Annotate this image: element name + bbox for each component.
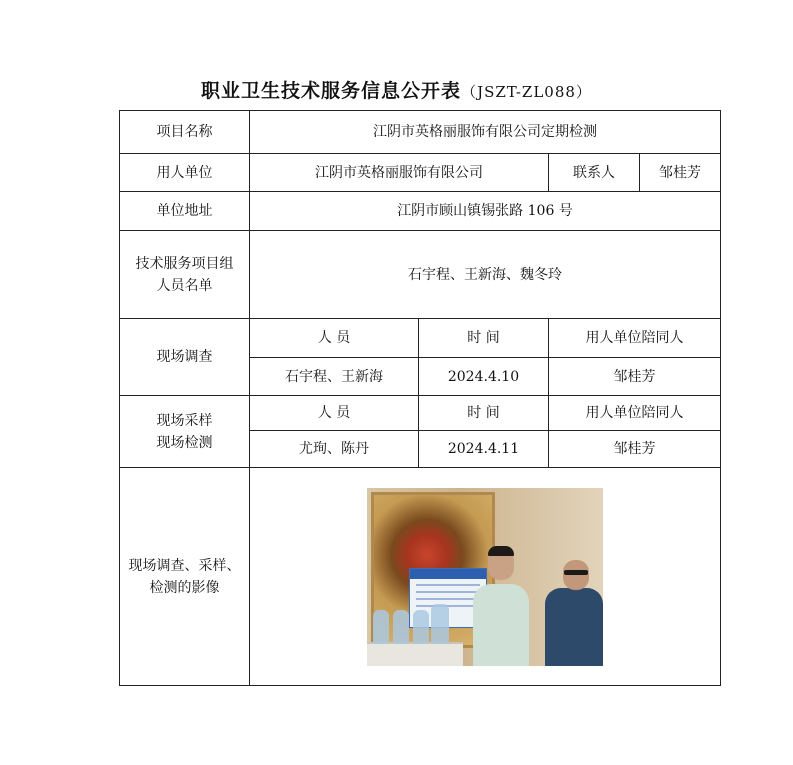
team-label — [120, 231, 250, 319]
project-name-value: 江阴市英格丽服饰有限公司定期检测 — [250, 111, 721, 154]
contact-value: 邹桂芳 — [640, 154, 721, 192]
sampling-label-line1: 现场采样 — [156, 412, 213, 429]
survey-header-people: 人 员 — [250, 319, 419, 358]
employer-label: 用人单位 — [120, 154, 250, 192]
water-bottle — [393, 610, 409, 644]
project-name-label: 项目名称 — [120, 111, 250, 154]
site-photo — [367, 488, 603, 666]
address-value: 江阴市顾山镇锡张路 106 号 — [250, 192, 721, 231]
row-team — [120, 231, 721, 319]
employer-value: 江阴市英格丽服饰有限公司 — [250, 154, 549, 192]
person-head — [563, 560, 589, 590]
survey-time: 2024.4.10 — [419, 358, 549, 396]
team-value: 石宇程、王新海、魏冬玲 — [250, 231, 721, 319]
sampling-label-line2: 现场检测 — [156, 434, 213, 451]
team-label-line1: 技术服务项目组 — [135, 255, 234, 272]
photo-label-line2: 检测的影像 — [149, 579, 220, 596]
sampling-time: 2024.4.11 — [419, 431, 549, 468]
row-photo — [120, 468, 721, 686]
water-bottle — [431, 604, 449, 644]
survey-escort: 邹桂芳 — [549, 358, 721, 396]
row-employer — [120, 154, 721, 192]
glasses-shape — [564, 570, 588, 575]
sampling-header-people: 人 员 — [250, 396, 419, 431]
sampling-header-escort: 用人单位陪同人 — [549, 396, 721, 431]
form-code: （JSZT-ZL088） — [461, 83, 592, 101]
photo-cell — [250, 468, 721, 686]
survey-label: 现场调查 — [120, 319, 250, 396]
water-bottle — [373, 610, 389, 644]
survey-people: 石宇程、王新海 — [250, 358, 419, 396]
row-address — [120, 192, 721, 231]
row-project-name — [120, 111, 721, 154]
person-figure — [545, 588, 603, 666]
address-label: 单位地址 — [120, 192, 250, 231]
team-label-line2: 人员名单 — [156, 277, 213, 294]
contact-label: 联系人 — [549, 154, 640, 192]
sampling-escort: 邹桂芳 — [549, 431, 721, 468]
row-survey-header — [120, 319, 721, 358]
water-bottle — [413, 610, 429, 644]
info-table — [119, 110, 721, 686]
counter-shape — [367, 642, 463, 666]
photo-label — [120, 468, 250, 686]
photo-label-line1: 现场调查、采样、 — [128, 557, 241, 574]
survey-header-time: 时 间 — [419, 319, 549, 358]
page-title — [0, 76, 793, 103]
sampling-header-time: 时 间 — [419, 396, 549, 431]
title-text: 职业卫生技术服务信息公开表 — [201, 80, 462, 102]
person-figure — [473, 584, 529, 666]
sampling-label — [120, 396, 250, 468]
row-sampling-header — [120, 396, 721, 431]
survey-header-escort: 用人单位陪同人 — [549, 319, 721, 358]
sampling-people: 尤珣、陈丹 — [250, 431, 419, 468]
